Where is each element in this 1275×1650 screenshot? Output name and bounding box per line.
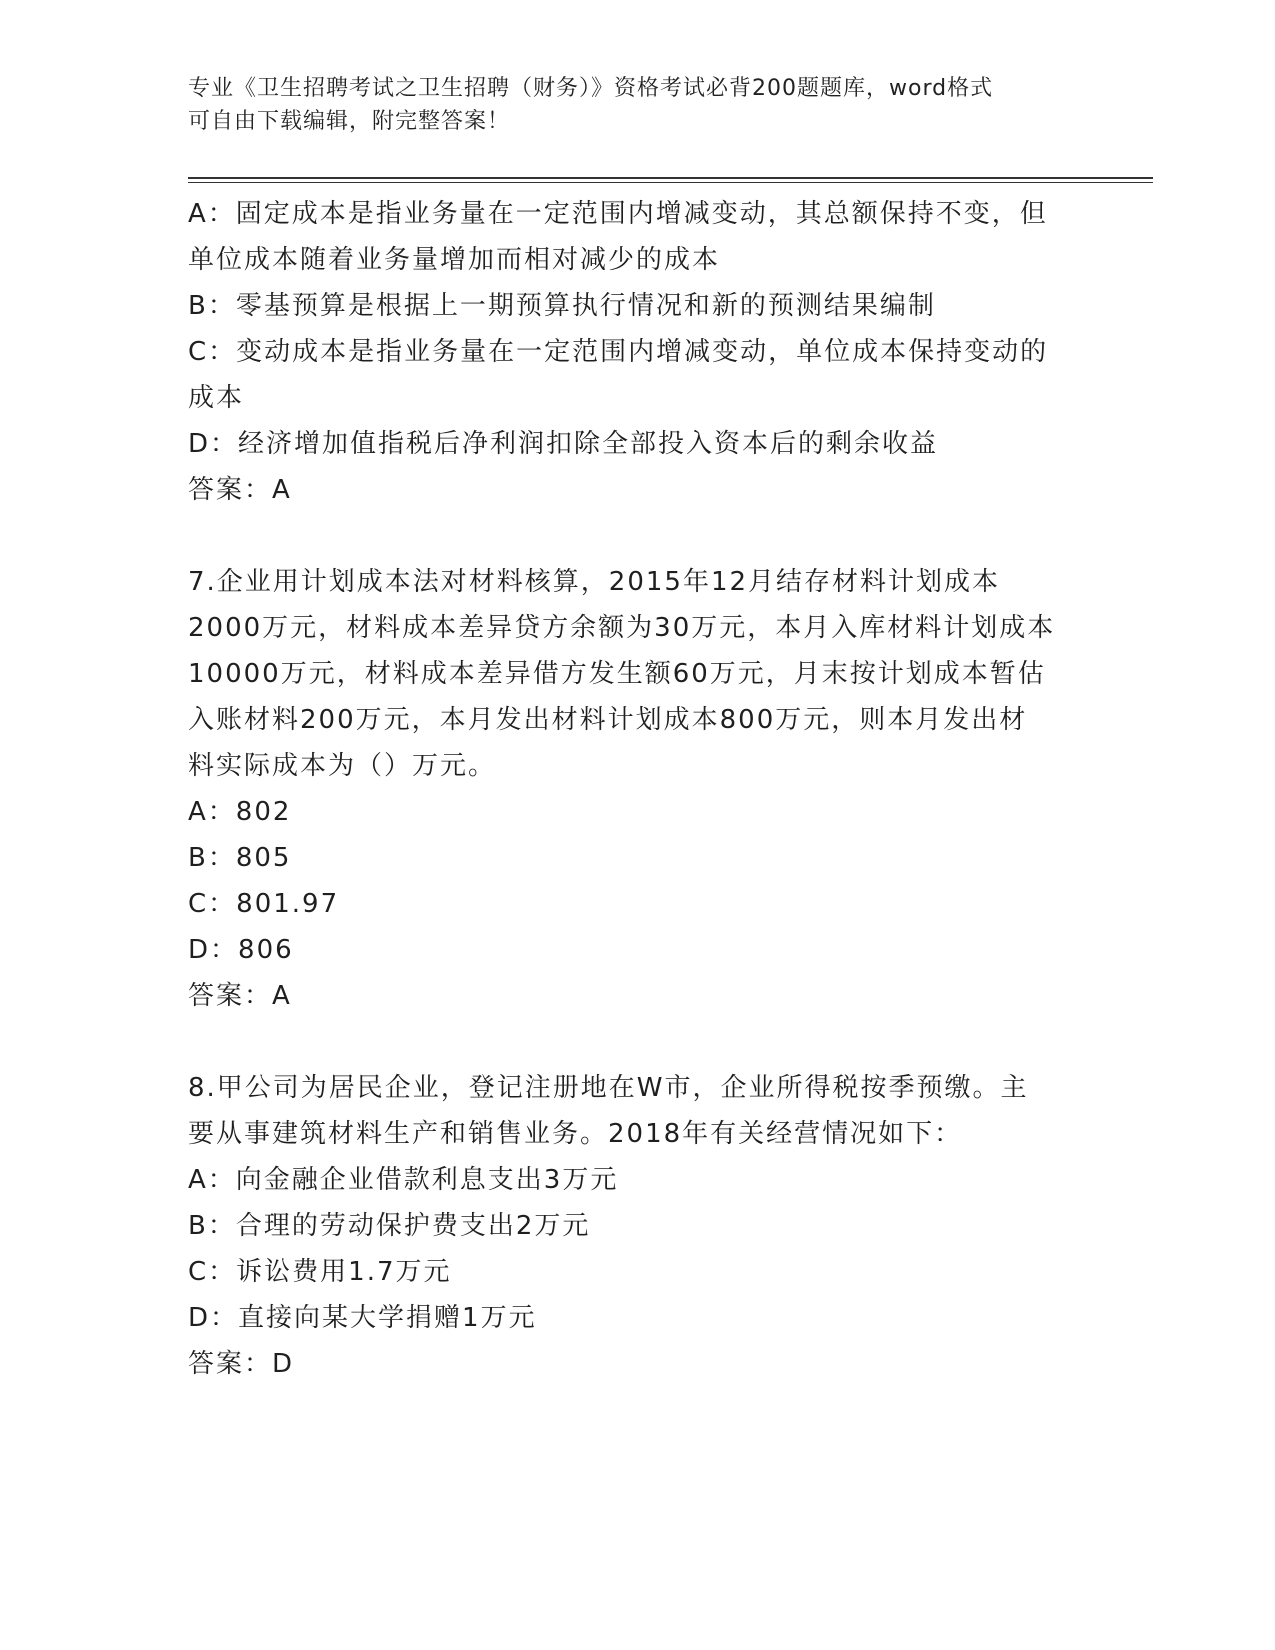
q6-option-c-line-1: C：变动成本是指业务量在一定范围内增减变动，单位成本保持变动的 [188, 337, 1049, 367]
document-body [188, 191, 1093, 1387]
q7-option-b: B：805 [188, 843, 292, 873]
header-divider-thin [188, 182, 1153, 183]
q8-option-b: B：合理的劳动保护费支出2万元 [188, 1211, 591, 1241]
q6-option-a-line-2: 单位成本随着业务量增加而相对减少的成本 [188, 245, 721, 275]
q8-option-c: C：诉讼费用1.7万元 [188, 1257, 452, 1287]
q8-option-d: D：直接向某大学捐赠1万元 [188, 1303, 537, 1333]
header-divider-thick [188, 177, 1153, 179]
q6-option-b: B：零基预算是根据上一期预算执行情况和新的预测结果编制 [188, 291, 936, 321]
header-line-2: 可自由下载编辑，附完整答案！ [188, 109, 511, 134]
q8-answer: 答案：D [188, 1349, 295, 1379]
q7-stem-line-1: 7.企业用计划成本法对材料核算，2015年12月结存材料计划成本 [188, 567, 1001, 597]
document-header [188, 72, 1088, 138]
q8-stem-line-2: 要从事建筑材料生产和销售业务。2018年有关经营情况如下： [188, 1119, 963, 1149]
spacer [188, 513, 1093, 559]
q6-option-c-line-2: 成本 [188, 383, 245, 413]
q7-option-d: D：806 [188, 935, 294, 965]
q6-option-d: D：经济增加值指税后净利润扣除全部投入资本后的剩余收益 [188, 429, 939, 459]
q6-answer: 答案：A [188, 475, 292, 505]
q7-stem-line-3: 10000万元，材料成本差异借方发生额60万元，月末按计划成本暂估 [188, 659, 1046, 689]
q7-stem-line-2: 2000万元，材料成本差异贷方余额为30万元，本月入库材料计划成本 [188, 613, 1056, 643]
q7-option-a: A：802 [188, 797, 292, 827]
q7-stem-line-4: 入账材料200万元，本月发出材料计划成本800万元，则本月发出材 [188, 705, 1028, 735]
q7-stem-line-5: 料实际成本为（）万元。 [188, 751, 497, 781]
q6-option-a-line-1: A：固定成本是指业务量在一定范围内增减变动，其总额保持不变，但 [188, 199, 1048, 229]
q8-stem-line-1: 8.甲公司为居民企业，登记注册地在W市，企业所得税按季预缴。主 [188, 1073, 1029, 1103]
question-8 [188, 1065, 1093, 1387]
question-7 [188, 559, 1093, 1019]
header-line-1: 专业《卫生招聘考试之卫生招聘（财务）》资格考试必背200题题库，word格式 [188, 76, 994, 101]
q7-option-c: C：801.97 [188, 889, 340, 919]
q8-option-a: A：向金融企业借款利息支出3万元 [188, 1165, 619, 1195]
spacer [188, 1019, 1093, 1065]
question-6-options [188, 191, 1093, 513]
q7-answer: 答案：A [188, 981, 292, 1011]
